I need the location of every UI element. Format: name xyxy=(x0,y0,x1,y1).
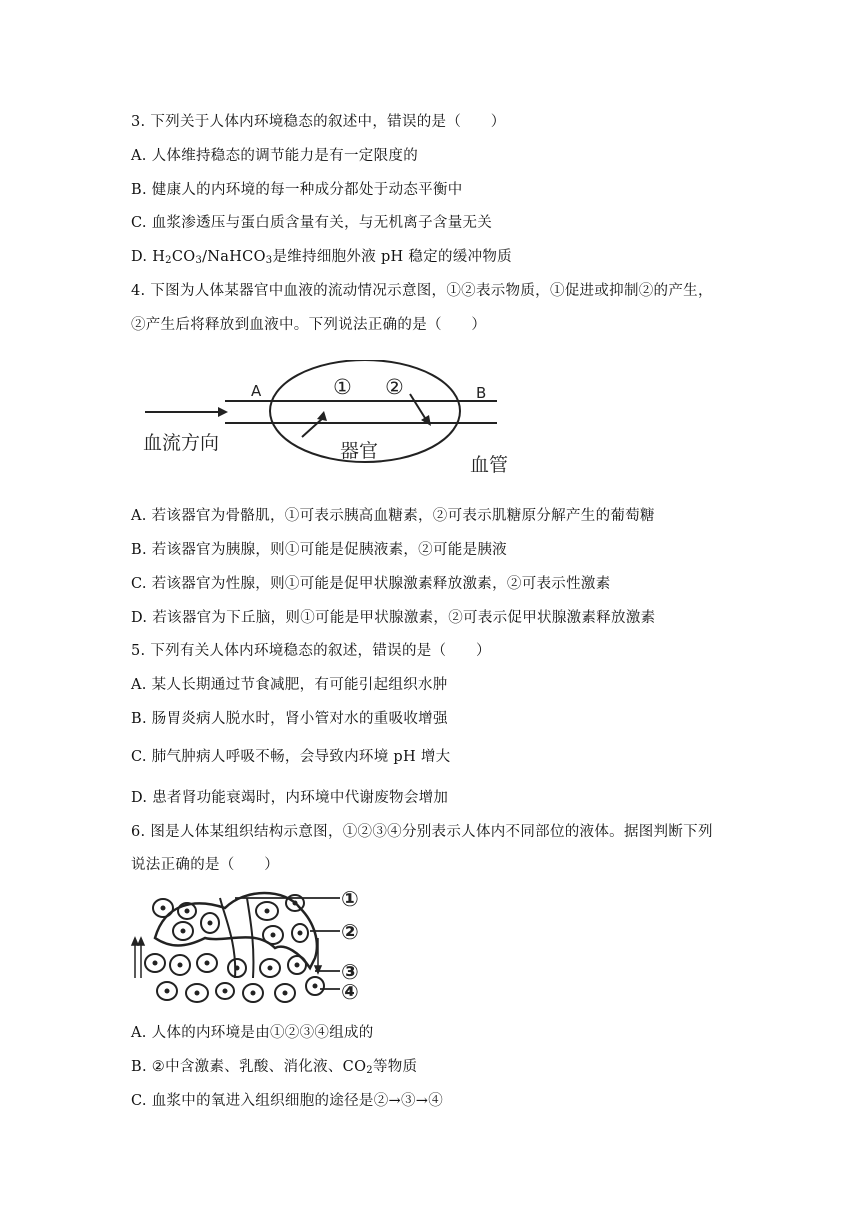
cell-nuclei xyxy=(153,901,318,996)
q6-option-c: C. 血浆中的氧进入组织细胞的途径是②→③→④ xyxy=(131,1093,443,1109)
organ-label: 器官 xyxy=(340,440,379,462)
label-a: A xyxy=(251,382,262,400)
label-b: B xyxy=(476,384,487,402)
flow-arrowhead xyxy=(218,407,228,417)
q3-option-c: C. 血浆渗透压与蛋白质含量有关，与无机离子含量无关 xyxy=(131,215,493,231)
q6-option-a: A. 人体的内环境是由①②③④组成的 xyxy=(131,1025,374,1041)
q5-option-b: B. 肠胃炎病人脱水时，肾小管对水的重吸收增强 xyxy=(131,711,448,727)
q6-stem-line1: 6. 图是人体某组织结构示意图，①②③④分别表示人体内不同部位的液体。据图判断下列 xyxy=(131,824,713,840)
leader-lines xyxy=(235,898,340,989)
q4-option-c: C. 若该器官为性腺，则①可能是促甲状腺激素释放激素，②可表示性激素 xyxy=(131,576,611,592)
q4-option-b: B. 若该器官为胰腺，则①可能是促胰液素，②可能是胰液 xyxy=(131,542,507,558)
flow-label: 血流方向 xyxy=(143,432,220,454)
arrowhead-1 xyxy=(317,411,327,421)
q4-organ-diagram xyxy=(140,360,530,485)
arrow-1 xyxy=(302,418,323,437)
q5-option-a: A. 某人长期通过节食减肥，有可能引起组织水肿 xyxy=(131,677,448,693)
q4-stem-line1: 4. 下图为人体某器官中血液的流动情况示意图，①②表示物质，①促进或抑制②的产生， xyxy=(131,283,713,299)
q5-stem: 5. 下列有关人体内环境稳态的叙述，错误的是（ ） xyxy=(131,643,491,659)
q3-option-d: D. $H_2CO_3/NaHCO_3$是维持细胞外液 pH 稳定的缓冲物质 xyxy=(131,249,512,266)
arrowhead-2 xyxy=(421,415,431,426)
marker-4: ④ xyxy=(341,980,359,1004)
marker-3: ③ xyxy=(341,960,359,984)
marker-2: ② xyxy=(341,920,359,944)
mark-1: ① xyxy=(333,375,352,399)
mark-2: ② xyxy=(385,375,404,399)
q6-tissue-diagram xyxy=(125,883,375,1013)
q4-option-d: D. 若该器官为下丘脑，则①可能是甲状腺激素，②可表示促甲状腺激素释放激素 xyxy=(131,610,656,626)
q6-stem-line2: 说法正确的是（ ） xyxy=(131,857,279,873)
q3-option-b: B. 健康人的内环境的每一种成分都处于动态平衡中 xyxy=(131,182,463,198)
q5-option-c: C. 肺气肿病人呼吸不畅，会导致内环境 pH 增大 xyxy=(131,749,451,765)
q3-option-a: A. 人体维持稳态的调节能力是有一定限度的 xyxy=(131,148,418,164)
marker-1: ① xyxy=(341,887,359,911)
q3-stem: 3. 下列关于人体内环境稳态的叙述中，错误的是（ ） xyxy=(131,114,506,130)
arrow-2 xyxy=(410,394,425,418)
q5-option-d: D. 患者肾功能衰竭时，内环境中代谢废物会增加 xyxy=(131,790,449,806)
vessel-label: 血管 xyxy=(470,454,509,476)
q4-option-a: A. 若该器官为骨骼肌，①可表示胰高血糖素，②可表示肌糖原分解产生的葡萄糖 xyxy=(131,508,655,524)
q4-stem-line2: ②产生后将释放到血液中。下列说法正确的是（ ） xyxy=(131,317,487,333)
q6-option-b: B. ②中含激素、乳酸、消化液、$CO_2$等物质 xyxy=(131,1059,418,1076)
